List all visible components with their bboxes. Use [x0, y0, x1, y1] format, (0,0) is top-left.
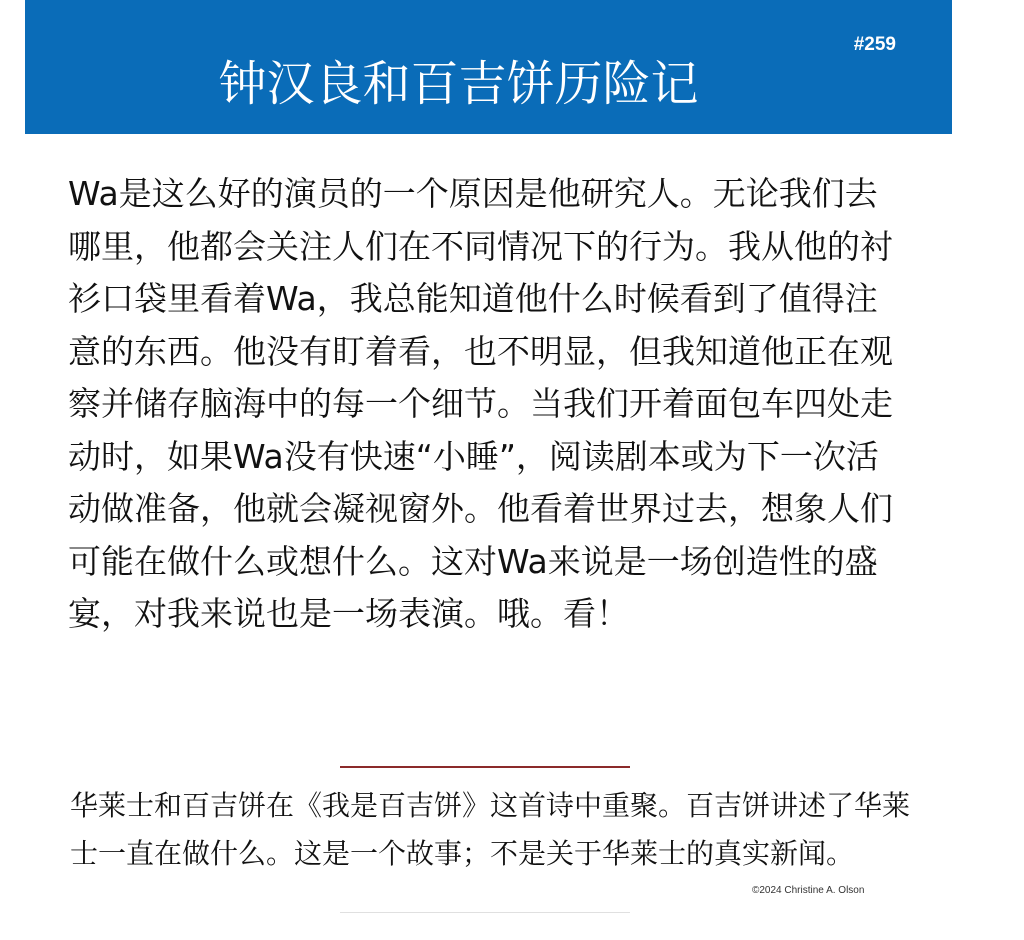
bottom-divider	[340, 912, 630, 913]
section-divider	[340, 766, 630, 768]
caption-paragraph: 华莱士和百吉饼在《我是百吉饼》这首诗中重聚。百吉饼讲述了华莱士一直在做什么。这是一个故事；不是关于华莱士的真实新闻。	[70, 789, 911, 870]
header-banner	[25, 0, 952, 134]
copyright-notice: ©2024 Christine A. Olson	[752, 885, 865, 896]
page-title: 钟汉良和百吉饼历险记	[218, 56, 699, 112]
issue-number: #259	[853, 34, 896, 55]
story-paragraph: Wa是这么好的演员的一个原因是他研究人。无论我们去哪里，他都会关注人们在不同情况下的行为。我从他的衬衫口袋里看着Wa，我总能知道他什么时候看到了值得注意的东西。他没有盯着看，也不明显，但我知道他正在观察并储存脑海中的每一个细节。当我们开着面包车四处走动时，如果Wa没有快速“小睡”，阅读剧本或为下一次活动做准备，他就会凝视窗外。他看着世界过去，想象人们可能在做什么或想什么。这对Wa来说是一场创造性的盛宴，对我来说也是一场表演。哦。看！	[68, 174, 893, 633]
